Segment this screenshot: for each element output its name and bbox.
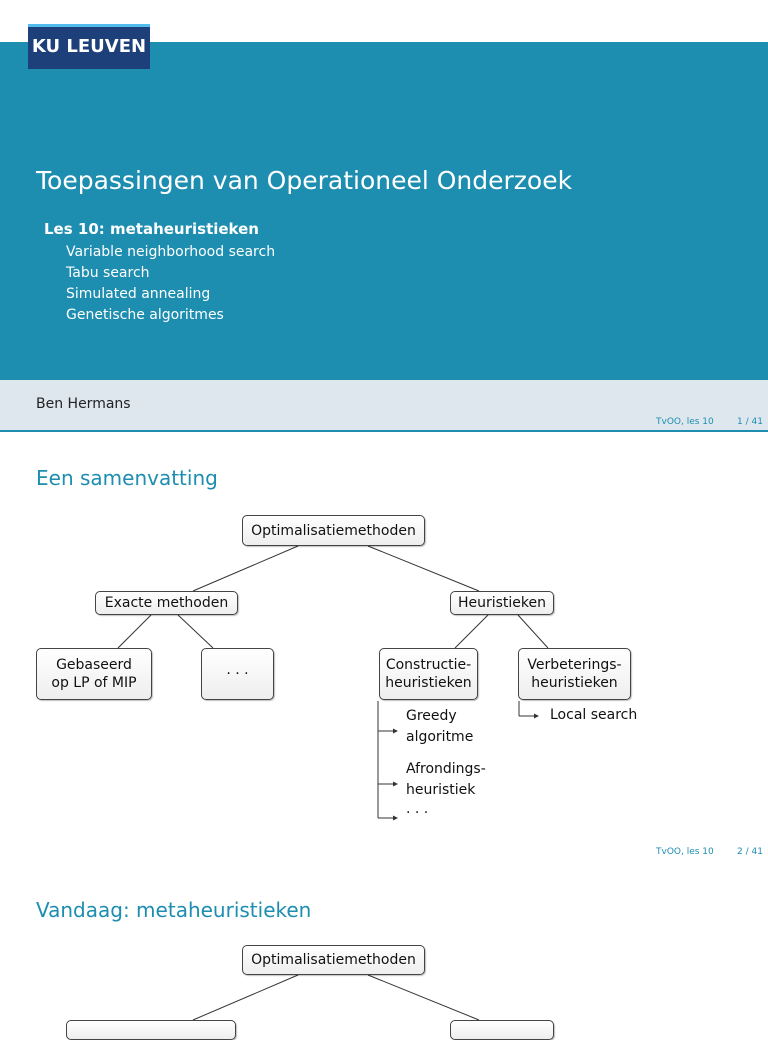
node-label-line: heuristieken <box>385 675 472 691</box>
node-constructieheuristieken <box>379 648 478 700</box>
node-label-line: Constructie- <box>385 657 472 673</box>
node-label: Optimalisatiemethoden <box>251 522 416 539</box>
leaf-label-line: heuristiek <box>406 782 476 798</box>
topic-item: Genetische algoritmes <box>66 307 224 323</box>
footer-course: TvOO, les 10 <box>656 847 714 857</box>
node-label-line: op LP of MIP <box>51 675 137 691</box>
node-verbeteringsheuristieken <box>518 648 631 700</box>
node-label: Exacte methoden <box>104 595 229 611</box>
logo-text: KU LEUVEN <box>31 36 147 57</box>
node-optimalisatiemethoden <box>242 515 425 546</box>
lecture-subtitle: Les 10: metaheuristieken <box>44 220 259 238</box>
node-label-line: Verbeterings- <box>527 657 622 673</box>
slide-title: Een samenvatting <box>36 466 218 490</box>
footer-page-number: 1 / 41 <box>737 417 763 427</box>
footer-page-number: 2 / 41 <box>737 847 763 857</box>
topic-item: Variable neighborhood search <box>66 244 276 260</box>
node-partial-right <box>450 1020 554 1040</box>
leaf-ellipsis <box>406 803 428 824</box>
node-label-line: heuristieken <box>531 675 618 691</box>
leaf-label-line: algoritme <box>406 729 474 745</box>
node-exacte-methoden <box>95 591 238 615</box>
slide-title: Vandaag: metaheuristieken <box>36 898 312 922</box>
node-partial-left <box>66 1020 236 1040</box>
node-label-line: Gebaseerd <box>56 657 132 673</box>
leaf-greedy <box>406 706 473 748</box>
node-heuristieken <box>450 591 554 615</box>
presentation-title: Toepassingen van Operationeel Onderzoek <box>36 166 573 195</box>
node-optimalisatiemethoden <box>242 945 425 975</box>
node-ellipsis <box>201 648 274 700</box>
node-lp-mip <box>36 648 152 700</box>
footer-course: TvOO, les 10 <box>656 417 714 427</box>
node-label: Heuristieken <box>457 595 547 611</box>
leaf-afrondingsheuristiek <box>406 759 486 801</box>
leaf-local-search: Local search <box>550 707 638 723</box>
author-name: Ben Hermans <box>36 396 131 412</box>
leaf-label-line: Greedy <box>406 708 457 724</box>
node-label: Optimalisatiemethoden <box>251 952 416 968</box>
leaf-label-line: · · · <box>406 805 429 821</box>
node-label: · · · <box>226 666 249 682</box>
topic-item: Simulated annealing <box>66 286 211 302</box>
topic-item: Tabu search <box>66 265 150 281</box>
leaf-label-line: Afrondings- <box>406 761 486 777</box>
